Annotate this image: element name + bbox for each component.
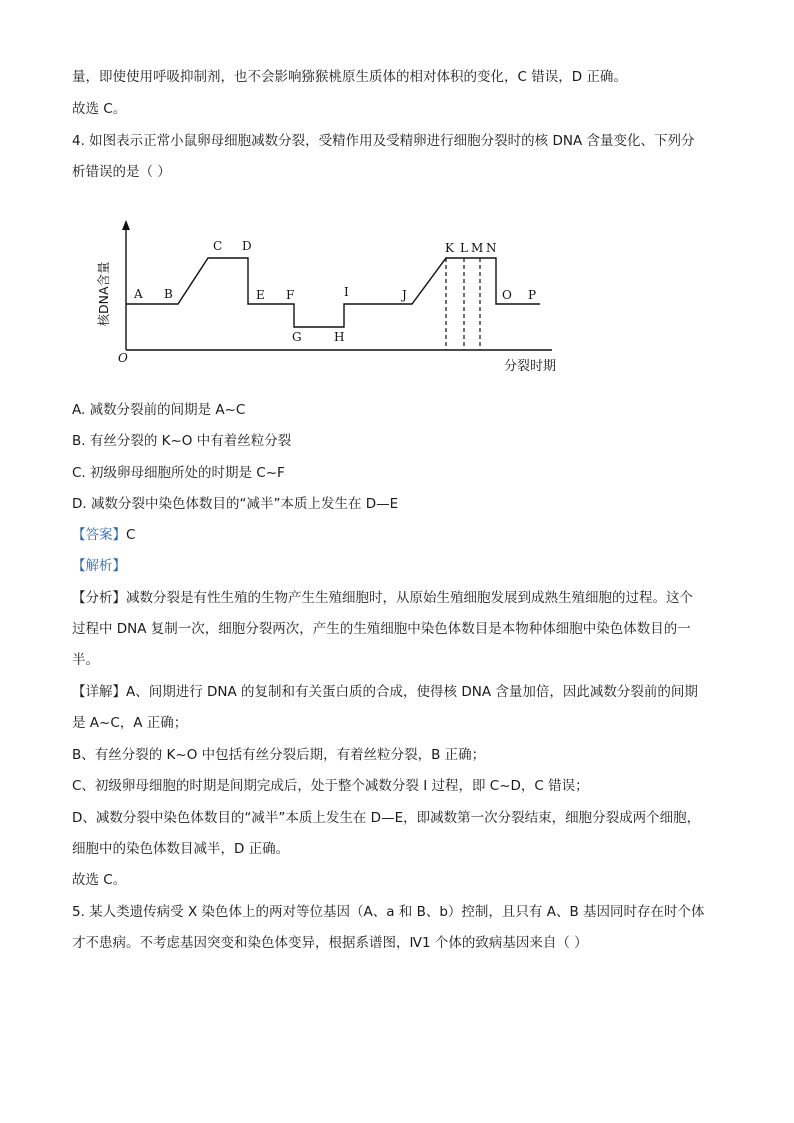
y-axis-label: 核DNA含量 <box>96 261 111 327</box>
xiangjie-line-5: D、减数分裂中染色体数目的“减半”本质上发生在 D—E，即减数第一次分裂结束，细胞分裂成两个细胞， <box>72 810 701 826</box>
point-label-e: E <box>256 288 265 302</box>
text-line: 故选 C。 <box>72 101 127 117</box>
point-label-m: M <box>471 241 484 255</box>
fenxi-tag: 【分析】 <box>72 590 126 606</box>
analysis-heading <box>72 557 126 575</box>
option-c: C. 初级卵母细胞所处的时期是 C~F <box>72 465 285 481</box>
point-label-a: A <box>134 287 143 301</box>
xiangjie-line-2: 是 A~C，A 正确； <box>72 715 188 731</box>
point-label-c: C <box>213 239 223 253</box>
answer-tag: 【答案】 <box>72 527 126 543</box>
point-label-n: N <box>486 241 497 255</box>
fenxi-text: 减数分裂是有性生殖的生物产生生殖细胞时，从原始生殖细胞发展到成熟生殖细胞的过程。这个 <box>126 590 693 606</box>
option-a: A. 减数分裂前的间期是 A~C <box>72 402 246 418</box>
point-label-f: F <box>286 288 295 302</box>
xiangjie-line-1 <box>72 683 698 701</box>
fenxi-line-3: 半。 <box>72 652 99 668</box>
xiangjie-line-4: C、初级卵母细胞的时期是间期完成后，处于整个减数分裂 I 过程，即 C~D，C 错误； <box>72 778 589 794</box>
answer-value: C <box>126 527 136 543</box>
point-label-k: K <box>445 241 454 255</box>
point-label-b: B <box>164 287 173 301</box>
x-axis-label: 分裂时期 <box>504 359 557 374</box>
option-b: B. 有丝分裂的 K~O 中有着丝粒分裂 <box>72 433 292 449</box>
xiangjie-text: A、间期进行 DNA 的复制和有关蛋白质的合成，使得核 DNA 含量加倍，因此减数分裂前的间期 <box>126 684 698 700</box>
point-label-j: J <box>402 288 407 302</box>
xiangjie-line-3: B、有丝分裂的 K~O 中包括有丝分裂后期，有着丝粒分裂，B 正确； <box>72 747 486 763</box>
xiangjie-line-6: 细胞中的染色体数目减半，D 正确。 <box>72 841 290 857</box>
origin-label: O <box>118 351 128 365</box>
point-label-l: L <box>460 241 468 255</box>
text-line: 量，即使使用呼吸抑制剂，也不会影响猕猴桃原生质体的相对体积的变化，C 错误，D 正确。 <box>72 69 627 85</box>
point-label-d: D <box>242 239 252 253</box>
point-label-h: H <box>334 330 345 344</box>
fenxi-line-1 <box>72 589 693 607</box>
point-label-i: I <box>344 285 349 299</box>
point-label-g: G <box>292 330 302 344</box>
question-5-stem-cont: 才不患病。不考虑基因突变和染色体变异，根据系谱图，Ⅳ1 个体的致病基因来自（ ） <box>72 935 588 951</box>
xiangjie-line-7: 故选 C。 <box>72 872 127 888</box>
point-label-p: P <box>528 288 537 302</box>
question-5-stem: 5. 某人类遗传病受 X 染色体上的两对等位基因（A、a 和 B、b）控制，且只有 A、B 基因同时存在时个体 <box>72 904 705 920</box>
answer <box>72 526 135 544</box>
fenxi-line-2: 过程中 DNA 复制一次，细胞分裂两次，产生的生殖细胞中染色体数目是本物种体细胞中染色体数目的一 <box>72 621 691 637</box>
option-d: D. 减数分裂中染色体数目的“减半”本质上发生在 D—E <box>72 496 399 512</box>
question-4-stem: 4. 如图表示正常小鼠卵母细胞减数分裂，受精作用及受精卵进行细胞分裂时的核 DNA 含量变化、下列分 <box>72 133 695 149</box>
analysis-tag: 【解析】 <box>72 558 126 574</box>
question-4-stem-cont: 析错误的是（ ） <box>72 164 171 180</box>
dna-curve <box>126 258 540 327</box>
y-axis-arrow <box>122 220 130 230</box>
point-label-o: O <box>502 288 512 302</box>
dna-content-chart <box>90 218 580 378</box>
xiangjie-tag: 【详解】 <box>72 684 126 700</box>
